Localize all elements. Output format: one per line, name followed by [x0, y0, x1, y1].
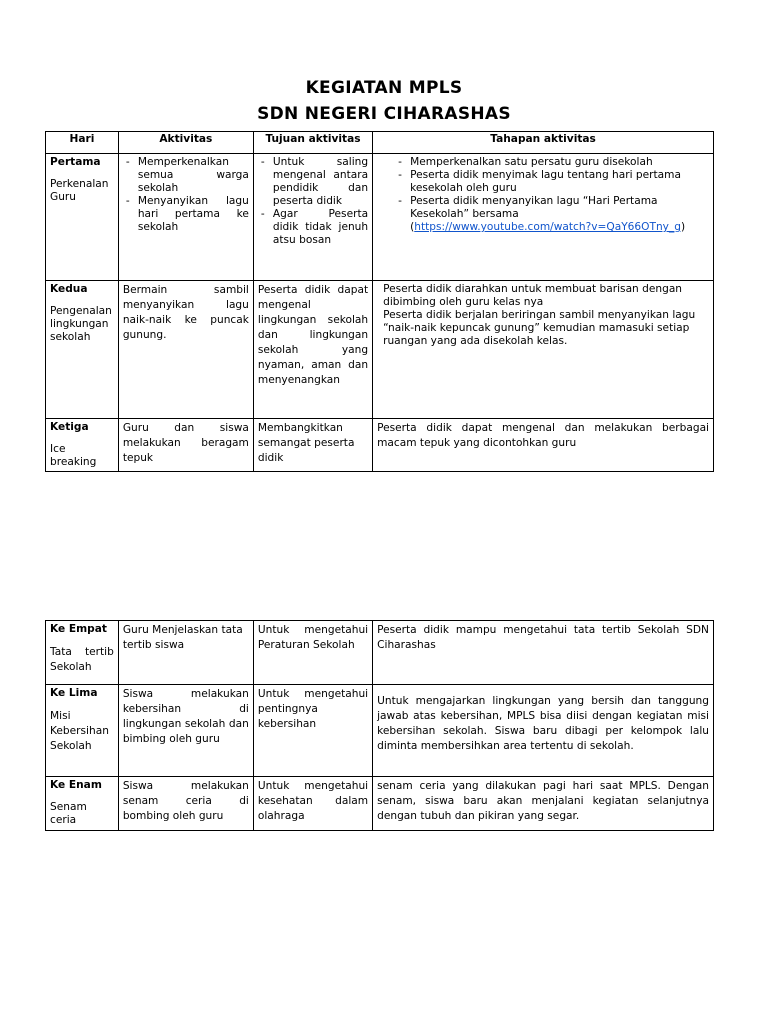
school-name-title: SDN NEGERI CIHARASHAS: [257, 104, 511, 124]
tujuan-list: [258, 156, 368, 247]
table-row: [46, 281, 714, 419]
tujuan-cell: Untuk mengetahui Peraturan Sekolah: [253, 621, 372, 685]
header-aktivitas: Aktivitas: [118, 132, 253, 154]
table-row: [46, 154, 714, 281]
aktivitas-cell: Guru dan siswa melakukan beragam tepuk: [118, 419, 253, 472]
tujuan-cell: Untuk mengetahui pentingnya kebersihan: [253, 685, 372, 777]
table-row: [46, 685, 714, 777]
tahapan-cell: Peserta didik mampu mengetahui tata tertib Sekolah SDN Ciharashas: [373, 621, 714, 685]
aktivitas-cell: Siswa melakukan senam ceria di bombing oleh guru: [118, 777, 253, 831]
tahapan-cell: Peserta didik diarahkan untuk membuat barisan dengan dibimbing oleh guru kelas nya Peserta didik berjalan beriringan sambil menyanyikan lagu “naik-naik kepuncak gunung” kemudian mamasuki setiap ruangan yang ada disekolah kelas.: [373, 281, 714, 419]
hari-cell: [46, 419, 119, 472]
header-tahapan: Tahapan aktivitas: [373, 132, 714, 154]
hari-name: Pertama: [50, 156, 101, 168]
table-row: [46, 777, 714, 831]
hari-subtitle: Senam ceria: [50, 801, 87, 826]
youtube-link[interactable]: https://www.youtube.com/watch?v=QaY66OTny_g: [414, 221, 681, 233]
hari-subtitle: Pengenalan lingkungan sekolah: [50, 305, 112, 343]
list-item: [395, 195, 709, 234]
hari-cell: [46, 281, 119, 419]
link-suffix: ): [680, 221, 686, 233]
hari-name: Ke Enam: [50, 779, 102, 791]
hari-name: Ke Empat: [50, 623, 107, 635]
hari-subtitle: Tata tertib Sekolah: [50, 646, 114, 673]
tujuan-cell: Membangkitkan semangat peserta didik: [253, 419, 372, 472]
hari-cell: [46, 621, 119, 685]
table-header-row: [46, 132, 714, 154]
tahapan-text: Peserta didik menyanyikan lagu “Hari Pertama Kesekolah” bersama: [410, 195, 658, 220]
list-item: - Untuk saling mengenal antara pendidik dan peserta didik: [258, 156, 368, 208]
tahapan-cell: Peserta didik dapat mengenal dan melakukan berbagai macam tepuk yang dicontohkan guru: [373, 419, 714, 472]
activity-table: [45, 131, 714, 472]
tujuan-cell: [253, 154, 372, 281]
aktivitas-cell: Siswa melakukan kebersihan di lingkungan sekolah dan bimbing oleh guru: [118, 685, 253, 777]
list-item: - Memperkenalkan satu persatu guru disekolah: [395, 156, 709, 169]
tujuan-cell: Peserta didik dapat mengenal lingkungan sekolah dan lingkungan sekolah yang nyaman, aman dan menyenangkan: [253, 281, 372, 419]
table-row: [46, 419, 714, 472]
hari-cell: [46, 685, 119, 777]
link-prefix: (: [410, 221, 415, 233]
list-item: - Memperkenalkan semua warga sekolah: [123, 156, 249, 195]
activity-table-continued: [45, 620, 714, 831]
list-item: - Agar Peserta didik tidak jenuh atsu bosan: [258, 208, 368, 247]
hari-subtitle: Ice breaking: [50, 443, 97, 468]
tahapan-list: [395, 156, 709, 234]
tahapan-cell: senam ceria yang dilakukan pagi hari saat MPLS. Dengan senam, siswa baru akan menjalani kegiatan selanjutnya dengan tubuh dan pikiran yang segar.: [373, 777, 714, 831]
hari-cell: [46, 154, 119, 281]
list-item: - Menyanyikan lagu hari pertama ke sekolah: [123, 195, 249, 234]
aktivitas-cell: [118, 154, 253, 281]
aktivitas-list: [123, 156, 249, 234]
tujuan-cell: Untuk mengetahui kesehatan dalam olahraga: [253, 777, 372, 831]
aktivitas-cell: Guru Menjelaskan tata tertib siswa: [118, 621, 253, 685]
document-title: KEGIATAN MPLS: [305, 78, 463, 98]
hari-name: Kedua: [50, 283, 88, 295]
aktivitas-cell: Bermain sambil menyanyikan lagu naik-naik ke puncak gunung.: [118, 281, 253, 419]
list-item: - Peserta didik menyimak lagu tentang hari pertama kesekolah oleh guru: [395, 169, 709, 195]
hari-name: Ke Lima: [50, 687, 98, 699]
tahapan-cell: Untuk mengajarkan lingkungan yang bersih dan tanggung jawab atas kebersihan, MPLS bisa diisi dengan kegiatan misi kebersihan sekolah. Siswa baru dibagi per kelompok lalu diminta membersihkan area tertentu di sekolah.: [373, 685, 714, 777]
tahapan-cell: [373, 154, 714, 281]
header-tujuan: Tujuan aktivitas: [253, 132, 372, 154]
header-hari: Hari: [46, 132, 119, 154]
hari-cell: [46, 777, 119, 831]
hari-subtitle: Perkenalan Guru: [50, 178, 109, 203]
table-row: [46, 621, 714, 685]
hari-name: Ketiga: [50, 421, 89, 433]
hari-subtitle: Misi Kebersihan Sekolah: [50, 710, 109, 752]
